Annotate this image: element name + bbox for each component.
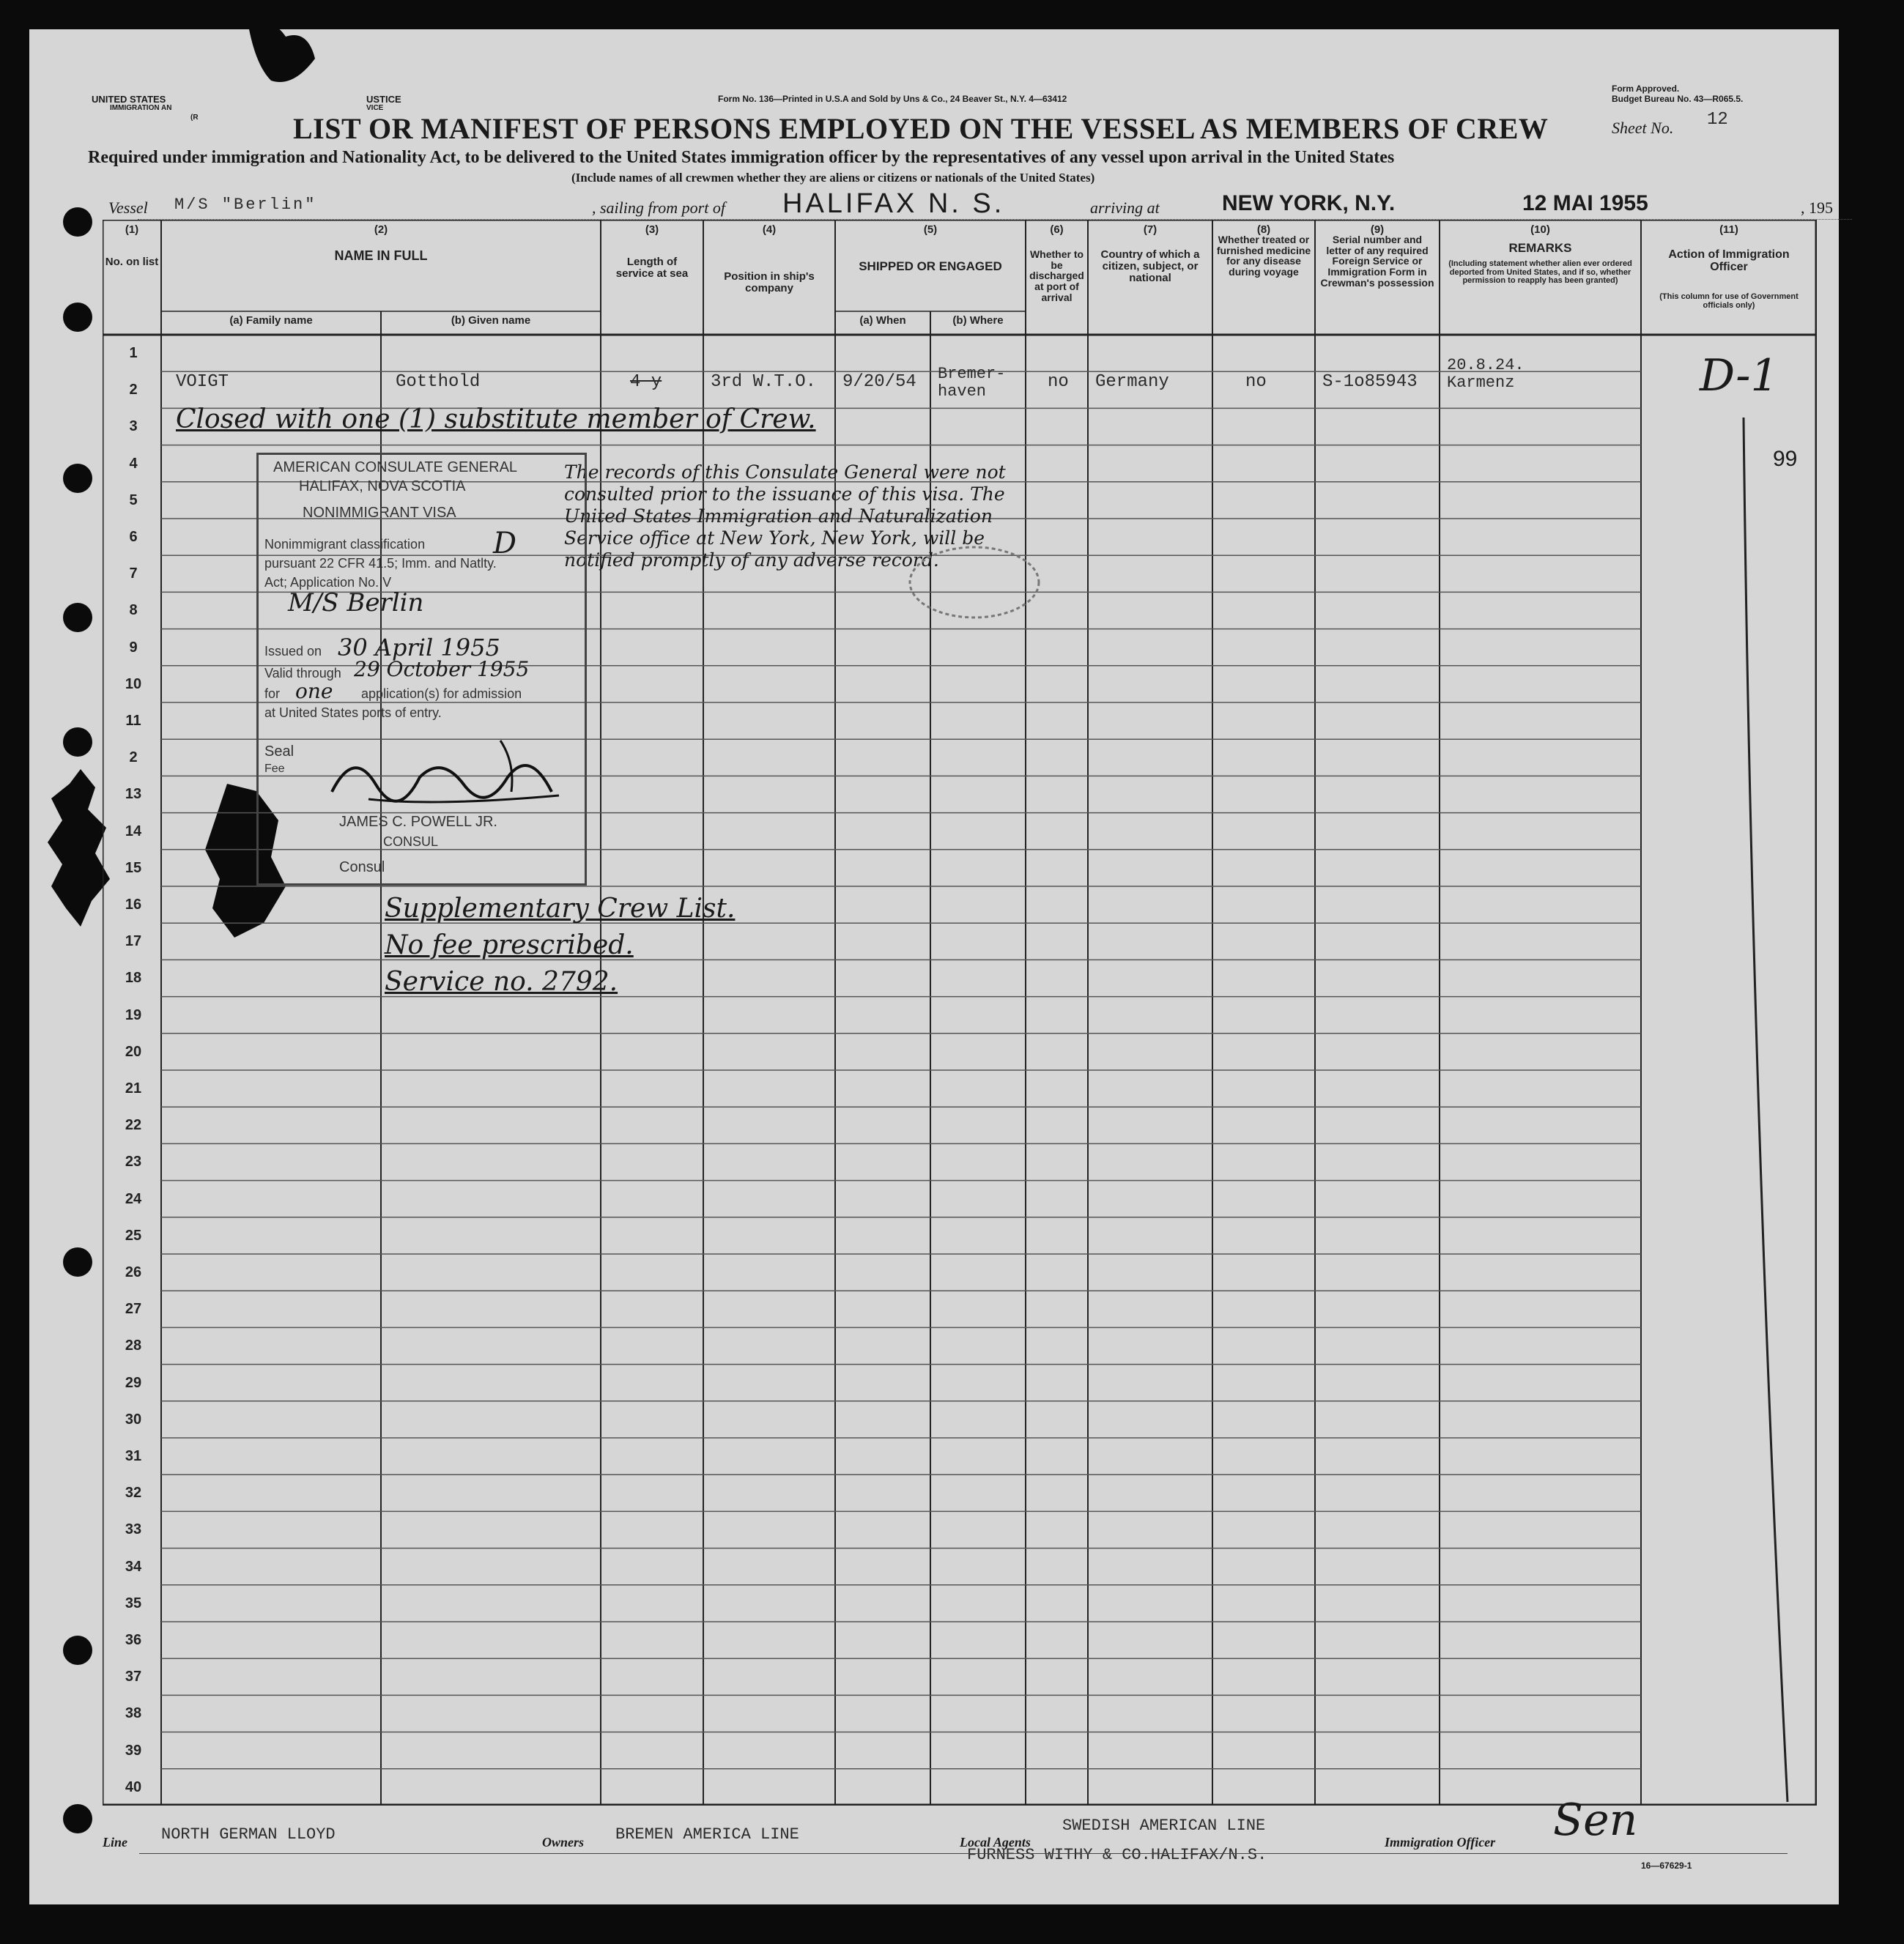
entry-given-name: Gotthold	[396, 372, 481, 392]
consulate-note-line-1: The records of this Consulate General were not	[564, 461, 1006, 483]
row-number: 25	[125, 1227, 142, 1244]
entry-country: Germany	[1095, 372, 1169, 392]
crew-note: (Include names of all crewmen whether they are aliens or citizens or nationals of the United States)	[571, 171, 1095, 185]
col-11-number: (11)	[1719, 223, 1738, 236]
agency-subtitle-2: (R	[190, 114, 199, 122]
visa-stamp	[256, 453, 587, 886]
row-number: 2	[129, 749, 138, 766]
officer-action-number: 99	[1773, 447, 1798, 471]
col-6-header: Whether to be discharged at port of arrival	[1029, 248, 1084, 303]
sheet-number: 12	[1707, 110, 1728, 130]
entry-remarks-place: Karmenz	[1447, 374, 1515, 392]
supplementary-note-3: Service no. 2792.	[385, 967, 618, 997]
footer-owners-value: BREMEN AMERICA LINE	[615, 1825, 799, 1844]
row-number: 23	[125, 1154, 142, 1171]
row-number: 33	[125, 1521, 142, 1538]
sheet-label: Sheet No.	[1612, 119, 1674, 137]
entry-family-name: VOIGT	[176, 372, 229, 392]
col-11-note: (This column for use of Government officials only)	[1659, 292, 1799, 310]
page-subtitle: Required under immigration and Nationality Act, to be delivered to the United States immigration officer by the representatives of any vessel upon arrival in the United States	[88, 148, 1395, 167]
col-5-header: SHIPPED OR ENGAGED	[859, 259, 1002, 273]
form-approved: Form Approved.	[1612, 84, 1680, 94]
visa-stamp-for-text: application(s) for admission	[361, 686, 522, 701]
footer-officer-label: Immigration Officer	[1385, 1835, 1496, 1850]
visa-stamp-location: HALIFAX, NOVA SCOTIA	[299, 478, 466, 494]
row-number: 13	[125, 786, 142, 803]
visa-stamp-consulate: AMERICAN CONSULATE GENERAL	[273, 459, 518, 475]
col-4-header: Position in ship's company	[724, 270, 815, 294]
footer-line-label: Line	[103, 1835, 127, 1850]
visa-stamp-fee: Fee	[264, 763, 285, 775]
col-2-header: NAME IN FULL	[334, 248, 428, 263]
officer-signature: Sen	[1553, 1795, 1638, 1846]
visa-stamp-consul-title: CONSUL	[383, 834, 439, 849]
row-number: 7	[129, 565, 138, 582]
col-10-header: REMARKS	[1508, 241, 1572, 255]
visa-stamp-pursuant: pursuant 22 CFR 41.5; Imm. and Natlty.	[264, 556, 497, 571]
col-6-number: (6)	[1050, 223, 1064, 236]
entry-discharged: no	[1048, 372, 1069, 392]
col-8-header: Whether treated or furnished medicine for any disease during voyage	[1216, 234, 1311, 278]
footer-agents-value-1: SWEDISH AMERICAN LINE	[1062, 1817, 1266, 1835]
visa-stamp-seal: Seal	[264, 743, 295, 760]
visa-stamp-consul-name: JAMES C. POWELL JR.	[339, 814, 497, 830]
arrival-port: NEW YORK, N.Y.	[1222, 191, 1396, 215]
row-number: 31	[125, 1448, 142, 1464]
row-number: 37	[125, 1669, 142, 1685]
crew-table	[103, 220, 1817, 1806]
col-3-header: Length of service at sea	[615, 256, 689, 280]
visa-stamp-valid-label: Valid through	[264, 666, 341, 680]
year-suffix: , 195	[1801, 199, 1833, 217]
row-number: 26	[125, 1264, 142, 1280]
row-number: 27	[125, 1301, 142, 1318]
punch-hole	[63, 1247, 92, 1277]
row-number: 1	[129, 345, 138, 361]
row2-handwritten-note: Closed with one (1) substitute member of Crew.	[176, 404, 816, 434]
vessel-line	[108, 188, 1852, 222]
row-number: 17	[125, 933, 142, 950]
col-4-number: (4)	[762, 223, 777, 236]
punch-hole	[63, 727, 92, 757]
col-11-header: Action of Immigration Officer	[1668, 248, 1790, 273]
row-number: 16	[125, 897, 142, 913]
consulate-note-line-3: United States Immigration and Naturalization	[564, 505, 993, 527]
torn-corner	[242, 0, 337, 95]
visa-stamp-classification-label: Nonimmigrant classification	[264, 537, 426, 552]
agency-subtitle-3: VICE	[366, 104, 384, 112]
row-number: 4	[129, 455, 138, 472]
arriving-label: arriving at	[1090, 199, 1160, 217]
manifest-sheet	[29, 29, 1839, 1904]
consulate-note-line-5: notified promptly of any adverse record.	[564, 549, 939, 571]
punch-hole	[63, 1636, 92, 1665]
visa-stamp-consul-label: Consul	[339, 859, 385, 875]
row-number: 21	[125, 1080, 142, 1097]
col-8-number: (8)	[1256, 223, 1271, 236]
footer-line-value: NORTH GERMAN LLOYD	[161, 1825, 336, 1844]
col-2-number: (2)	[374, 223, 388, 236]
row-number: 34	[125, 1558, 142, 1575]
visa-stamp-application: Act; Application No. V	[264, 575, 392, 590]
row-number: 29	[125, 1374, 142, 1391]
form-code: 16—67629-1	[1641, 1860, 1692, 1871]
row-number: 38	[125, 1705, 142, 1722]
visa-stamp-issued-label: Issued on	[264, 644, 322, 658]
col-7-number: (7)	[1143, 223, 1157, 236]
row-number: 10	[125, 675, 142, 692]
col-1-number: (1)	[125, 223, 139, 236]
visa-stamp-for-count: one	[295, 679, 333, 703]
round-seal-stamp	[905, 542, 1044, 623]
col-5a-header: (a) When	[859, 314, 906, 327]
col-7-header: Country of which a citizen, subject, or national	[1100, 248, 1200, 284]
vessel-label: Vessel	[108, 199, 148, 217]
agency-subtitle: IMMIGRATION AN	[110, 104, 172, 112]
row-number: 20	[125, 1043, 142, 1060]
col-2a-header: (a) Family name	[229, 314, 313, 327]
punch-hole	[63, 207, 92, 237]
row-number: 2	[129, 382, 138, 398]
punch-hole	[63, 1804, 92, 1833]
row-number: 19	[125, 1006, 142, 1023]
col-1-header: No. on list	[105, 256, 159, 268]
visa-stamp-type: NONIMMIGRANT VISA	[303, 505, 456, 521]
row-number: 3	[129, 418, 138, 435]
row-number: 18	[125, 970, 142, 987]
entry-position: 3rd W.T.O.	[711, 372, 817, 392]
footer-agents-label: Local Agents	[960, 1835, 1031, 1850]
officer-action-line	[1729, 418, 1817, 1809]
row-number: 5	[129, 491, 138, 508]
entry-shipped-when: 9/20/54	[842, 372, 916, 392]
row-number: 36	[125, 1632, 142, 1648]
row-number: 32	[125, 1485, 142, 1502]
row-number: 14	[125, 823, 142, 839]
col-10-number: (10)	[1530, 223, 1550, 236]
row-number: 39	[125, 1742, 142, 1759]
arrival-date-stamp: 12 MAI 1955	[1522, 191, 1648, 215]
footer-rule	[139, 1853, 1788, 1854]
supplementary-note-1: Supplementary Crew List.	[385, 894, 736, 924]
visa-stamp-for-label: for	[264, 686, 281, 701]
col-3-number: (3)	[645, 223, 659, 236]
row-number: 15	[125, 859, 142, 876]
consul-signature	[325, 733, 574, 821]
consulate-note-line-4: Service office at New York, New York, will be	[564, 527, 985, 549]
footer-agents-value-2: FURNESS WITHY & CO.HALIFAX/N.S.	[967, 1846, 1267, 1864]
form-printing-note: Form No. 136—Printed in U.S.A and Sold by Uns & Co., 24 Beaver St., N.Y. 4—63412	[718, 94, 1067, 104]
entry-shipped-where-2: haven	[938, 382, 987, 401]
row-number: 24	[125, 1190, 142, 1207]
col-9-header: Serial number and letter of any required Foreign Service or Immigration Form in Crewman's possession	[1320, 234, 1434, 289]
entry-serial-number: S-1o85943	[1322, 372, 1418, 392]
sailing-label: , sailing from port of	[592, 199, 725, 217]
visa-stamp-vessel: M/S Berlin	[288, 588, 424, 617]
row-number: 22	[125, 1117, 142, 1134]
punch-hole	[63, 303, 92, 332]
row-number: 28	[125, 1338, 142, 1354]
vessel-name: M/S "Berlin"	[174, 196, 317, 214]
consulate-note-line-2: consulted prior to the issuance of this visa. The	[564, 483, 1005, 505]
row-number: 30	[125, 1411, 142, 1428]
col-9-number: (9)	[1370, 223, 1385, 236]
visa-stamp-ports: at United States ports of entry.	[264, 705, 442, 720]
row-number: 11	[125, 713, 141, 729]
row-number: 35	[125, 1595, 142, 1611]
departure-port: HALIFAX N. S.	[782, 188, 1005, 219]
entry-treated: no	[1245, 372, 1267, 392]
entry-length-of-service: 4 y	[630, 372, 662, 392]
agency-name: UNITED STATES	[92, 94, 166, 105]
col-5b-header: (b) Where	[952, 314, 1004, 327]
punch-hole	[63, 603, 92, 632]
agency-name-dept: USTICE	[366, 94, 401, 105]
supplementary-note-2: No fee prescribed.	[385, 930, 634, 960]
entry-shipped-where-1: Bremer-	[938, 365, 1006, 383]
row-number: 40	[125, 1778, 142, 1795]
visa-stamp-valid-date: 29 October 1955	[354, 657, 530, 681]
officer-action-mark: D-1	[1700, 350, 1779, 401]
punch-hole	[63, 464, 92, 493]
budget-bureau: Budget Bureau No. 43—R065.5.	[1612, 94, 1744, 104]
row-number: 6	[129, 529, 138, 545]
visa-stamp-classification: D	[493, 527, 517, 560]
visa-stamp-issued-date: 30 April 1955	[338, 634, 500, 661]
col-5-number: (5)	[923, 223, 938, 236]
col-2b-header: (b) Given name	[451, 314, 531, 327]
page-title: LIST OR MANIFEST OF PERSONS EMPLOYED ON THE VESSEL AS MEMBERS OF CREW	[293, 112, 1549, 145]
entry-remarks-date: 20.8.24.	[1447, 356, 1525, 374]
footer-owners-label: Owners	[542, 1835, 585, 1850]
row-number: 9	[129, 639, 138, 656]
col-10-note: (Including statement whether alien ever ordered deported from United States, and if so, whether permission to reapply has been granted)	[1448, 259, 1632, 286]
row-number: 8	[129, 602, 138, 619]
